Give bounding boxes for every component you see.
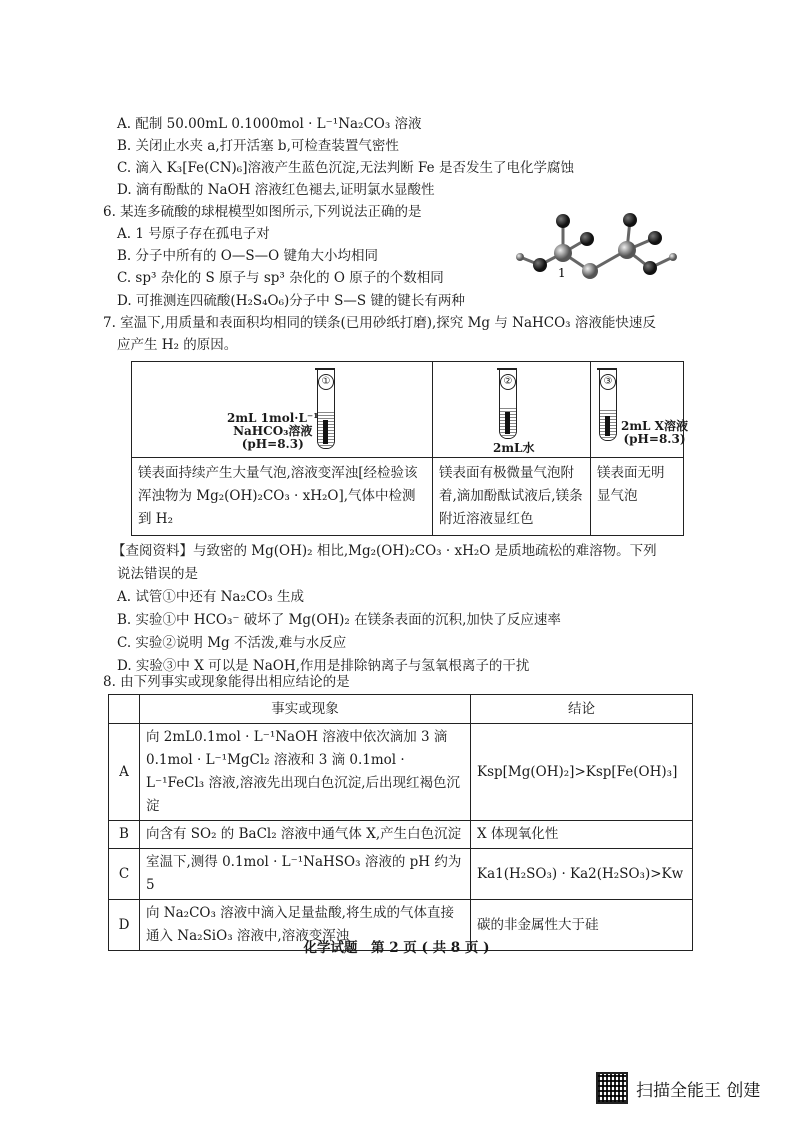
row-fact: 向 2mL0.1mol · L⁻¹NaOH 溶液中依次滴加 3 滴 0.1mol · L⁻¹MgCl₂ 溶液和 3 滴 0.1mol · L⁻¹FeCl₃ 溶液,溶液先出现白色沉淀,后出现红褐色沉淀 [140,724,471,821]
reference-note-line1: 【查阅资料】与致密的 Mg(OH)₂ 相比,Mg₂(OH)₂CO₃ · xH₂O 是质地疏松的难溶物。下列 [112,543,657,559]
test-tube-1 [317,368,335,449]
table-row [109,724,693,821]
q6-option-b: B. 分子中所有的 O—S—O 键角大小均相同 [117,248,378,264]
page-footer: 化学试题 第 2 页 ( 共 8 页 ) [303,940,490,956]
tube-2-label: 2mL水 [493,441,535,455]
table-row [109,849,693,900]
table-row [109,821,693,849]
tube-2-cell [433,362,591,458]
q7-option-b: B. 实验①中 HCO₃⁻ 破坏了 Mg(OH)₂ 在镁条表面的沉积,加快了反应速率 [117,612,561,628]
q7-stem-line1: 7. 室温下,用质量和表面积均相同的镁条(已用砂纸打磨),探究 Mg 与 NaHCO₃ 溶液能快速反 [103,315,656,331]
tube-number-1: ① [318,374,334,390]
row-key: B [109,821,140,849]
tube-1-label: 2mL 1mol·L⁻¹ NaHCO₃溶液 (pH=8.3) [227,411,319,451]
observation-2: 镁表面有极微量气泡附着,滴加酚酞试液后,镁条附近溶液显红色 [433,458,591,536]
q5-option-b: B. 关闭止水夹 a,打开活塞 b,可检查装置气密性 [117,138,399,154]
q6-stem: 6. 某连多硫酸的球棍模型如图所示,下列说法正确的是 [103,204,422,220]
q6-option-c: C. sp³ 杂化的 S 原子与 sp³ 杂化的 O 原子的个数相同 [117,270,444,286]
q7-option-c: C. 实验②说明 Mg 不活泼,难与水反应 [117,635,347,651]
svg-text:1: 1 [558,266,566,280]
header-conclusion: 结论 [471,695,693,724]
row-fact: 室温下,测得 0.1mol · L⁻¹NaHSO₃ 溶液的 pH 约为 5 [140,849,471,900]
watermark-text: 扫描全能王 创建 [636,1080,761,1101]
row-key: C [109,849,140,900]
reference-note-line2: 说法错误的是 [117,566,198,582]
row-fact: 向 Na₂CO₃ 溶液中滴入足量盐酸,将生成的气体直接通入 Na₂SiO₃ 溶液中,溶液变浑浊 [140,900,471,951]
observation-1: 镁表面持续产生大量气泡,溶液变浑浊[经检验该浑浊物为 Mg₂(OH)₂CO₃ · xH₂O],气体中检测到 H₂ [132,458,433,536]
test-tube-2 [499,368,517,439]
experiment-table [131,361,688,536]
observation-3: 镁表面无明显气泡 [591,458,684,536]
test-tube-3 [599,368,617,441]
q5-option-d: D. 滴有酚酞的 NaOH 溶液红色褪去,证明氯水显酸性 [117,182,435,198]
facts-conclusions-table [108,694,693,951]
row-key: A [109,724,140,821]
q7-option-a: A. 试管①中还有 Na₂CO₃ 生成 [117,589,304,605]
row-conclusion: Ka1(H₂SO₃) · Ka2(H₂SO₃)>Kw [471,849,693,900]
row-conclusion: 碳的非金属性大于硅 [471,900,693,951]
tube-3-label: 2mL X溶液 (pH=8.3) [621,419,688,446]
q6-option-a: A. 1 号原子存在孤电子对 [117,226,270,242]
q5-option-a: A. 配制 50.00mL 0.1000mol · L⁻¹Na₂CO₃ 溶液 [117,116,422,132]
row-conclusion: X 体现氧化性 [471,821,693,849]
q7-stem-line2: 应产生 H₂ 的原因。 [117,337,238,353]
row-key: D [109,900,140,951]
q8-stem: 8. 由下列事实或现象能得出相应结论的是 [103,674,350,690]
tube-number-2: ② [500,374,516,390]
q6-option-d: D. 可推测连四硫酸(H₂S₄O₆)分子中 S—S 键的键长有两种 [117,293,465,309]
tube-3-cell [591,362,688,458]
tube-1-cell [132,362,433,458]
row-fact: 向含有 SO₂ 的 BaCl₂ 溶液中通气体 X,产生白色沉淀 [140,821,471,849]
scanner-watermark [596,1072,760,1104]
header-key [109,695,140,724]
q7-option-d: D. 实验③中 X 可以是 NaOH,作用是排除钠离子与氢氧根离子的干扰 [117,658,530,674]
qr-code-icon [596,1072,628,1104]
q5-option-c: C. 滴入 K₃[Fe(CN)₆]溶液产生蓝色沉淀,无法判断 Fe 是否发生了电化学腐蚀 [117,160,574,176]
tube-number-3: ③ [600,374,616,390]
row-conclusion: Ksp[Mg(OH)₂]>Ksp[Fe(OH)₃] [471,724,693,821]
ball-stick-molecule-figure [505,205,685,285]
header-fact: 事实或现象 [140,695,471,724]
